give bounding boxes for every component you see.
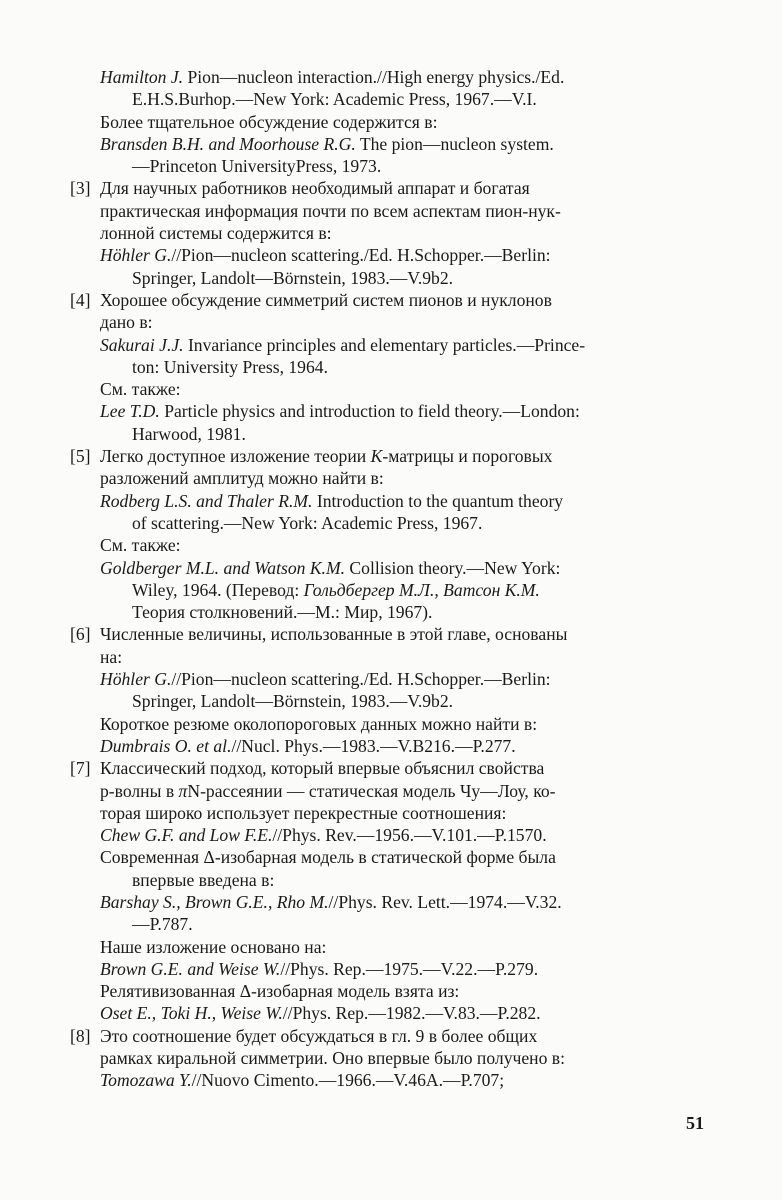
author: Dumbrais O. et al. [100,735,232,756]
text-line [70,88,710,110]
ref-number: [3] [70,178,91,199]
text-line [70,490,710,512]
line-text: of scattering.—New York: Academic Press, 1967. [132,512,483,533]
author: Bransden B.H. and Moorhouse R.G. [100,133,356,154]
author: Rodberg L.S. and Thaler R.M. [100,490,313,511]
text-line [70,579,710,601]
line-text: —P.787. [132,914,193,935]
references-text [70,66,710,1092]
line-text: E.H.S.Burhop.—New York: Academic Press, 1967.—V.I. [132,89,537,110]
line-text: практическая информация почти по всем аспектам пион-нук- [100,200,561,221]
author: Lee T.D. [100,401,160,422]
text-line [70,334,710,356]
text-line [70,289,710,311]
line-text: Для научных работников необходимый аппарат и богатая [100,178,530,199]
page-number: 51 [686,1113,704,1133]
text-line [70,534,710,556]
line-text: //Nucl. Phys.—1983.—V.B216.—P.277. [231,735,516,756]
line-text: p-волны в [100,780,179,801]
text-line [70,869,710,891]
line-text: Particle physics and introduction to field theory.—London: [159,401,580,422]
line-text: Хорошее обсуждение симметрий систем пионов и нуклонов [100,289,552,310]
ref-number: [4] [70,289,91,310]
text-line [70,980,710,1002]
text-line [70,780,710,802]
text-line [70,445,710,467]
line-text: на: [100,646,123,667]
text-line [70,200,710,222]
text-line [70,1025,710,1047]
line-text: //Phys. Rep.—1982.—V.83.—P.282. [282,1003,541,1024]
line-text: —Princeton UniversityPress, 1973. [132,156,382,177]
text-line [70,802,710,824]
text-line [70,133,710,155]
text-line [70,267,710,289]
author: Barshay S., Brown G.E., Rho M. [100,891,329,912]
line-text: ton: University Press, 1964. [132,356,328,377]
author: Brown G.E. and Weise W. [100,958,281,979]
text-line [70,378,710,400]
symbol: π [178,780,188,801]
line-text: Springer, Landolt—Börnstein, 1983.—V.9b2. [132,267,454,288]
text-line [70,623,710,645]
line-text: Теория столкновений.—М.: Мир, 1967). [132,602,433,623]
text-line [70,111,710,133]
text-line [70,311,710,333]
line-text: The pion—nucleon system. [355,133,554,154]
line-text: N-рассеянии — статическая модель Чу—Лоу, ко- [187,780,556,801]
text-line [70,400,710,422]
text-line [70,668,710,690]
ref-number: [6] [70,624,91,645]
text-line [70,690,710,712]
text-line [70,601,710,623]
line-text: -матрицы и пороговых [382,446,553,467]
line-text: рамках киральной симметрии. Оно впервые было получено в: [100,1048,565,1069]
text-line [70,824,710,846]
text-line [70,423,710,445]
line-text: Релятивизованная Δ-изобарная модель взята из: [100,981,460,1002]
text-line [70,155,710,177]
text-line [70,846,710,868]
line-text: //Phys. Rev. Lett.—1974.—V.32. [328,891,562,912]
text-line [70,1069,710,1091]
line-text: торая широко использует перекрестные соотношения: [100,802,507,823]
line-text: //Phys. Rev.—1956.—V.101.—P.1570. [272,825,547,846]
line-text: //Pion—nucleon scattering./Ed. H.Schopper.—Berlin: [171,669,551,690]
author: Goldberger M.L. and Watson K.M. [100,557,346,578]
line-text: //Pion—nucleon scattering./Ed. H.Schopper.—Berlin: [171,245,551,266]
text-line [70,467,710,489]
line-text: Более тщательное обсуждение содержится в: [100,111,438,132]
text-line [70,735,710,757]
text-line [70,913,710,935]
author: Höhler G. [100,245,172,266]
text-line [70,1047,710,1069]
author: Гольдбергер М.Л., Ватсон К.М. [303,579,540,600]
author: Oset E., Toki H., Weise W. [100,1003,283,1024]
text-line [70,244,710,266]
ref-number: [5] [70,446,91,467]
line-text: лонной системы содержится в: [100,223,332,244]
line-text: Collision theory.—New York: [345,557,561,578]
line-text: Численные величины, использованные в этой главе, основаны [100,624,568,645]
line-text: Наше изложение основано на: [100,936,327,957]
line-text: Легко доступное изложение теории [100,446,371,467]
line-text: Современная Δ-изобарная модель в статической форме была [100,847,556,868]
line-text: Introduction to the quantum theory [312,490,564,511]
line-text: //Nuovo Cimento.—1966.—V.46A.—P.707; [191,1070,505,1091]
line-text: См. также: [100,379,181,400]
line-text: дано в: [100,312,153,333]
ref-number: [7] [70,758,91,779]
line-text: Harwood, 1981. [132,423,246,444]
author: Höhler G. [100,669,172,690]
line-text: разложений амплитуд можно найти в: [100,468,384,489]
line-text: Короткое резюме околопороговых данных можно найти в: [100,713,538,734]
line-text: Это соотношение будет обсуждаться в гл. 9 в более общих [100,1025,538,1046]
text-line [70,757,710,779]
line-text: Invariance principles and elementary particles.—Prince- [183,334,586,355]
text-line [70,66,710,88]
text-line [70,512,710,534]
author: Tomozawa Y. [100,1070,192,1091]
line-text: впервые введена в: [132,869,275,890]
text-line [70,713,710,735]
text-line [70,222,710,244]
line-text: //Phys. Rep.—1975.—V.22.—P.279. [280,958,539,979]
author: Chew G.F. and Low F.E. [100,825,273,846]
text-line [70,958,710,980]
line-text: Springer, Landolt—Börnstein, 1983.—V.9b2. [132,691,454,712]
text-line [70,356,710,378]
text-line [70,1002,710,1024]
author: Hamilton J. [100,67,184,87]
text-line [70,177,710,199]
ref-number: [8] [70,1025,91,1046]
author: Sakurai J.J. [100,334,184,355]
symbol: K [370,446,383,467]
line-text: Wiley, 1964. (Перевод: [132,579,304,600]
line-text: См. также: [100,535,181,556]
line-text: Pion—nucleon interaction.//High energy physics./Ed. [183,67,565,87]
line-text: Классический подход, который впервые объяснил свойства [100,758,545,779]
text-line [70,891,710,913]
text-line [70,646,710,668]
text-line [70,557,710,579]
text-line [70,936,710,958]
